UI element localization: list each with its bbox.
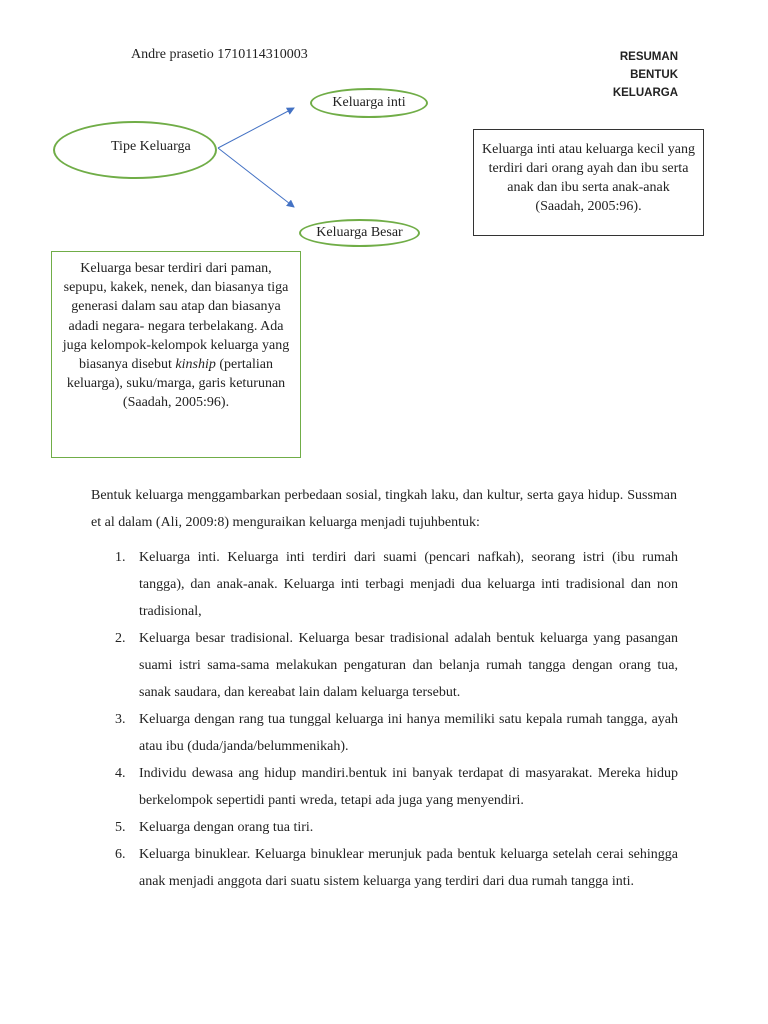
keluarga-besar-label: Keluarga Besar bbox=[316, 225, 403, 240]
author-line: Andre prasetio 1710114310003 bbox=[131, 47, 308, 62]
desc-besar-kinship: kinship bbox=[175, 357, 216, 373]
tipe-keluarga-label: Tipe Keluarga bbox=[111, 139, 191, 154]
arrow-to-besar bbox=[218, 148, 294, 207]
desc-besar-part1: Keluarga besar terdiri dari paman, sepupu, kakek, nenek, dan biasanya tiga generasi dalam sau atap dan biasanya adadi negara- negara terbelakang. Ada juga kelompok-kelompok keluarga yang biasanya disebut bbox=[62, 261, 290, 373]
list-text: Individu dewasa ang hidup mandiri.bentuk ini banyak terdapat di masyarakat. Mereka hidup berkelompok sepertidi panti wreda, tetapi ada juga yang menyendiri. bbox=[139, 766, 678, 808]
list-text: Keluarga dengan orang tua tiri. bbox=[139, 820, 314, 835]
keluarga-inti-description: Keluarga inti atau keluarga kecil yang terdiri dari orang ayah dan ibu serta anak dan ibu serta anak-anak (Saadah, 2005:96). bbox=[473, 129, 704, 236]
intro-paragraph: Bentuk keluarga menggambarkan perbedaan sosial, tingkah laku, dan kultur, serta gaya hidup. Sussman et al dalam (Ali, 2009:8) menguraikan keluarga menjadi tujuhbentuk: bbox=[91, 488, 677, 530]
list-number: 3. bbox=[115, 712, 126, 727]
list-item bbox=[112, 625, 678, 706]
keluarga-besar-description bbox=[51, 251, 301, 458]
list-text: Keluarga inti. Keluarga inti terdiri dari suami (pencari nafkah), seorang istri (ibu rumah tangga), dan anak-anak. Keluarga inti terbagi menjadi dua keluarga inti tradisional dan non tradisional, bbox=[139, 550, 678, 619]
list-text: Keluarga besar tradisional. Keluarga besar tradisional adalah bentuk keluarga yang pasangan suami istri sama-sama melakukan pengaturan dan belanja rumah tangga dengan orang tua, sanak saudara, dan kereabat lain dalam keluarga tersebut. bbox=[139, 631, 678, 700]
title-line-3: KELUARGA bbox=[612, 87, 678, 99]
family-types-list bbox=[112, 544, 678, 895]
arrow-to-inti bbox=[218, 108, 294, 148]
list-text: Keluarga dengan rang tua tunggal keluarga ini hanya memiliki satu kepala rumah tangga, ayah atau ibu (duda/janda/belummenikah). bbox=[139, 712, 678, 754]
desc-besar-part2: (pertalian keluarga), suku/marga, garis keturunan (Saadah, 2005:96). bbox=[66, 357, 286, 411]
list-item bbox=[112, 760, 678, 814]
list-text: Keluarga binuklear. Keluarga binuklear merunjuk pada bentuk keluarga setelah cerai sehingga anak menjadi anggota dari suatu sistem keluarga yang terdiri dari dua rumah tangga inti. bbox=[139, 847, 678, 889]
list-number: 6. bbox=[115, 847, 126, 862]
keluarga-besar-node bbox=[299, 219, 420, 247]
keluarga-inti-label: Keluarga inti bbox=[332, 95, 406, 110]
list-item bbox=[112, 544, 678, 625]
list-number: 5. bbox=[115, 820, 126, 835]
title-line-1: RESUMAN bbox=[619, 51, 678, 63]
tipe-keluarga-node bbox=[53, 121, 217, 179]
list-number: 2. bbox=[115, 631, 126, 646]
keluarga-inti-node bbox=[310, 88, 428, 118]
title-line-2: BENTUK bbox=[630, 69, 678, 81]
list-item bbox=[112, 706, 678, 760]
list-item bbox=[112, 841, 678, 895]
list-number: 4. bbox=[115, 766, 126, 781]
list-item bbox=[112, 814, 678, 841]
list-number: 1. bbox=[115, 550, 126, 565]
